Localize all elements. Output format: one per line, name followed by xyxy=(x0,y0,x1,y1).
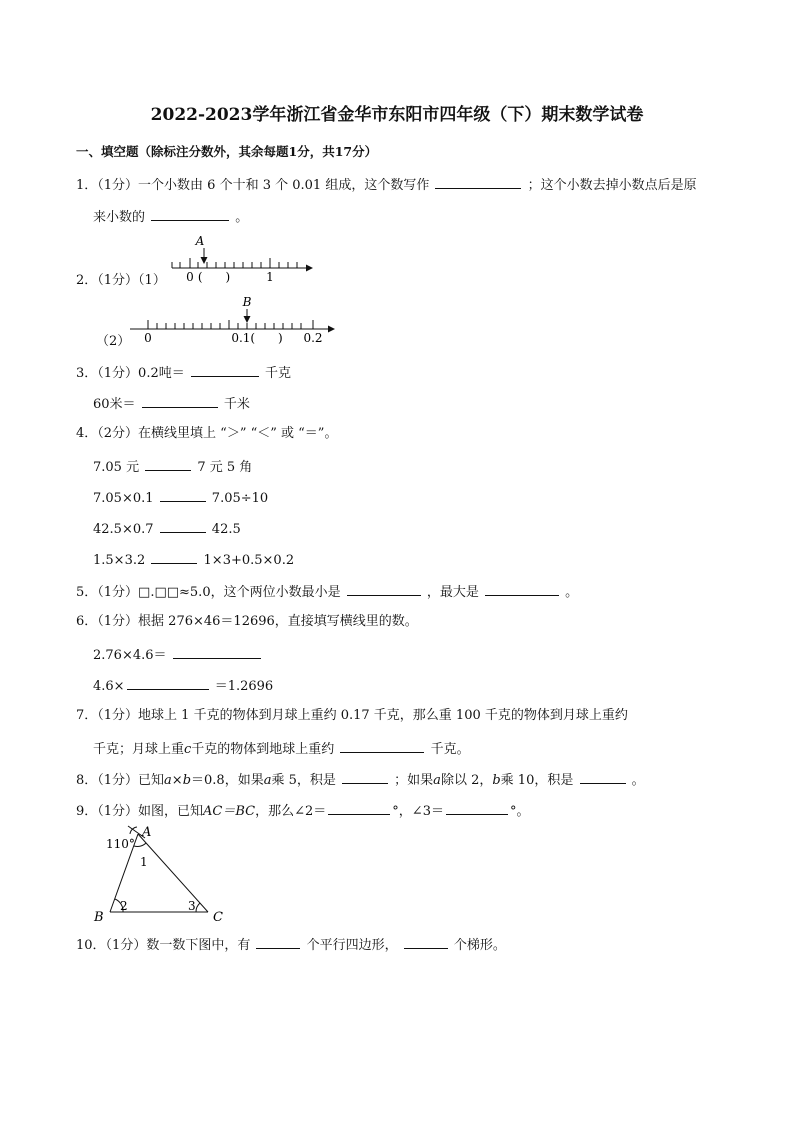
q4-row-left: 42.5×0.7 xyxy=(93,522,154,537)
q6-text-c1: 4.6× xyxy=(93,679,125,694)
q2-label-2: （2） xyxy=(96,334,131,349)
nl1-label-1: 1 xyxy=(266,270,274,284)
q4-row-1 xyxy=(93,458,252,476)
arrow-head-icon xyxy=(201,257,208,264)
question-6: 6．（1分）根据 276×46＝12696，直接填写横线里的数。 xyxy=(76,614,418,629)
q4-row-right: 1×3+0.5×0.2 xyxy=(203,553,295,568)
axis-arrow-icon xyxy=(328,326,335,333)
q6-line-3 xyxy=(93,677,273,695)
question-3 xyxy=(76,364,291,382)
q10-text-a: 10．（1分）数一数下图中，有 xyxy=(76,938,251,953)
question-3-line2 xyxy=(93,395,250,413)
q4-blank[interactable] xyxy=(160,489,206,502)
q8-text: ＝0.8，如果 xyxy=(191,773,264,788)
q9-blank-2[interactable] xyxy=(446,802,508,815)
q6-blank-2[interactable] xyxy=(127,677,209,690)
q4-blank[interactable] xyxy=(145,458,191,471)
q4-blank[interactable] xyxy=(160,520,206,533)
section-heading: 一、填空题（除标注分数外，其余每题1分，共17分） xyxy=(76,144,378,159)
question-4: 4．（2分）在横线里填上 “＞” “＜” 或 “＝”。 xyxy=(76,426,338,441)
q7-blank[interactable] xyxy=(340,740,424,753)
q4-row-3 xyxy=(93,520,241,538)
q3-blank-2[interactable] xyxy=(142,395,218,408)
tick-marks xyxy=(172,258,297,268)
q9-text: 9．（1分）如图，已知 xyxy=(76,804,204,819)
arrow-head-icon xyxy=(244,316,251,323)
q8-blank-1[interactable] xyxy=(342,771,388,784)
q1-blank-1[interactable] xyxy=(435,176,521,189)
q10-text-c: 个梯形。 xyxy=(453,938,506,953)
q4-row-right: 42.5 xyxy=(211,522,241,537)
q6-text-c2: ＝1.2696 xyxy=(214,679,274,694)
q3-unit-a: 千克 xyxy=(265,366,292,381)
q6-line-2 xyxy=(93,646,263,664)
q8-blank-2[interactable] xyxy=(580,771,626,784)
q8-text: 乘 5，积是 xyxy=(271,773,336,788)
nl2-label-01: 0.1( ) xyxy=(231,331,283,345)
q1-text-b: ；这个小数去掉小数点后是原 xyxy=(527,178,697,193)
q3-blank-1[interactable] xyxy=(191,364,259,377)
q4-row-left: 7.05 元 xyxy=(93,460,140,475)
q5-text-a: 5．（1分）□.□□≈5.0，这个两位小数最小是 xyxy=(76,585,341,600)
q10-text-b: 个平行四边形， xyxy=(306,938,398,953)
tick-marks xyxy=(148,320,313,329)
angle-1-label: 1 xyxy=(140,855,148,869)
q9-blank-1[interactable] xyxy=(328,802,390,815)
angle-arc-1 xyxy=(134,843,146,847)
q10-blank-1[interactable] xyxy=(256,936,300,949)
q8-text: 。 xyxy=(631,773,645,788)
question-8 xyxy=(76,771,645,789)
nl2-label-02: 0.2 xyxy=(303,331,323,345)
angle-110-label: 110° xyxy=(106,837,135,851)
point-a-label: A xyxy=(195,234,205,248)
number-line-1 xyxy=(160,230,320,285)
question-7: 7．（1分）地球上 1 千克的物体到月球上重约 0.17 千克，那么重 100 千克的物体到月球上重约 xyxy=(76,708,628,723)
q4-row-right: 7 元 5 角 xyxy=(197,460,253,475)
q9-eq: AC＝BC xyxy=(203,804,256,819)
q5-blank-1[interactable] xyxy=(347,583,421,596)
q4-row-left: 1.5×3.2 xyxy=(93,553,146,568)
q8-var-b: b xyxy=(492,773,501,788)
question-10 xyxy=(76,936,506,954)
q4-row-right: 7.05÷10 xyxy=(211,491,269,506)
q8-text: 除以 2， xyxy=(440,773,493,788)
nl1-label-0: 0 xyxy=(186,270,194,284)
vertex-c-label: C xyxy=(213,910,223,925)
q5-blank-2[interactable] xyxy=(485,583,559,596)
q8-var-a: a xyxy=(263,773,272,788)
triangle-side-ac xyxy=(138,834,208,912)
q1-text-d: 。 xyxy=(235,210,249,225)
q5-text-c: 。 xyxy=(565,585,579,600)
question-7-line2 xyxy=(93,740,470,758)
q9-text: ，那么∠2＝ xyxy=(255,804,327,819)
q3-text-a: 3．（1分）0.2吨＝ xyxy=(76,366,185,381)
nl1-paren: ( ) xyxy=(197,270,231,284)
number-line-2 xyxy=(130,292,340,347)
vertex-a-label: A xyxy=(142,825,152,840)
q4-row-4 xyxy=(93,551,294,569)
q10-blank-2[interactable] xyxy=(404,936,448,949)
q1-text-a: 1．（1分）一个小数由 6 个十和 3 个 0.01 组成，这个数写作 xyxy=(76,178,430,193)
q7-text-b2: 千克的物体到地球上重约 xyxy=(191,742,335,757)
question-1 xyxy=(76,176,697,194)
q3-text-b: 60米＝ xyxy=(93,397,136,412)
q7-text-b1: 千克；月球上重 xyxy=(93,742,185,757)
q5-text-b: ，最大是 xyxy=(426,585,479,600)
q6-blank-1[interactable] xyxy=(173,646,261,659)
angle-arc-3 xyxy=(196,903,200,912)
question-1-line2 xyxy=(93,208,248,226)
question-9 xyxy=(76,802,529,820)
question-5 xyxy=(76,583,578,601)
q8-var-a: a xyxy=(433,773,441,788)
q7-text-b3: 千克。 xyxy=(430,742,470,757)
q3-unit-b: 千米 xyxy=(223,397,250,412)
q1-text-c: 来小数的 xyxy=(93,210,146,225)
q4-row-2 xyxy=(93,489,268,507)
q9-text: °。 xyxy=(509,804,530,819)
vertex-b-label: B xyxy=(94,910,104,925)
angle-3-label: 3 xyxy=(188,899,196,913)
q4-blank[interactable] xyxy=(151,551,197,564)
q1-blank-2[interactable] xyxy=(151,208,229,221)
q4-row-left: 7.05×0.1 xyxy=(93,491,154,506)
point-b-label: B xyxy=(242,295,252,309)
angle-2-label: 2 xyxy=(120,899,128,913)
q6-text-b: 2.76×4.6＝ xyxy=(93,648,167,663)
q2-label-1: 2．（1分）（1） xyxy=(76,273,166,288)
nl2-label-0: 0 xyxy=(144,331,152,345)
q8-expr: a×b xyxy=(164,773,192,788)
q7-var-c: c xyxy=(184,742,192,757)
axis-arrow-icon xyxy=(306,265,313,272)
q9-text: °，∠3＝ xyxy=(392,804,444,819)
q8-text: 8．（1分）已知 xyxy=(76,773,165,788)
q8-text: 乘 10，积是 xyxy=(500,773,574,788)
q8-text: ；如果 xyxy=(394,773,434,788)
triangle-figure xyxy=(90,822,240,926)
page-title: 2022-2023学年浙江省金华市东阳市四年级（下）期末数学试卷 xyxy=(150,105,644,125)
